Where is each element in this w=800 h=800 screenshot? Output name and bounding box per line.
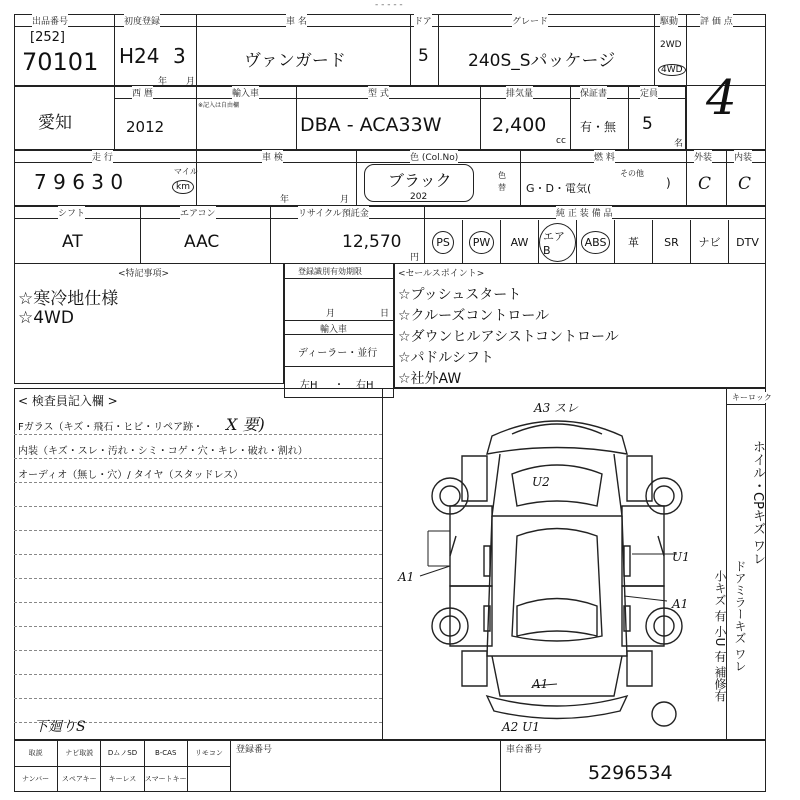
damage-mark-roof: A3 スレ: [534, 401, 579, 415]
mile-unit: マイル: [174, 167, 198, 176]
mileage-label: 走 行: [92, 150, 113, 163]
equipment-item-label: ABS: [581, 231, 611, 254]
person-unit: 名: [674, 139, 684, 149]
inspection-line-3: オーディオ（無し・穴）/ タイヤ（スタッドレス）: [18, 470, 244, 481]
accessory-cell: キーレス: [100, 766, 143, 792]
model-code: DBA - ACA33W: [300, 114, 442, 136]
drive-4wd-circled: 4WD: [658, 64, 686, 76]
yen-unit: 円: [410, 253, 420, 263]
lot-label: 出品番号: [32, 14, 68, 27]
accessory-grid: [14, 740, 230, 792]
equipment-item-label: PW: [469, 231, 495, 254]
cert-value: 有・無: [580, 120, 617, 134]
special-item-1: ☆寒冷地仕様: [18, 289, 119, 309]
accessory-cell: DムノSD: [100, 740, 143, 766]
damage-mark-hood: U2: [532, 475, 550, 489]
capacity-label: 定員: [640, 86, 658, 99]
equipment-label: 純 正 装 備 品: [556, 206, 612, 219]
aircon-value: AAC: [184, 232, 220, 252]
car-name: ヴァンガード: [244, 51, 346, 71]
damage-mark-right-rear: A1: [672, 597, 689, 611]
first-reg-label: 初度登録: [124, 14, 160, 27]
equipment-item-label: AW: [510, 235, 529, 249]
equipment-item: [652, 220, 690, 264]
door-count: 5: [418, 46, 429, 66]
km-unit-circled: km: [172, 180, 194, 194]
exterior-label: 外装: [694, 150, 712, 163]
accessory-cell: 取説: [28, 749, 43, 757]
mileage-digits: [34, 170, 123, 194]
aircon-label: エアコン: [180, 206, 216, 219]
deadline-day: 日: [380, 309, 390, 319]
equipment-item-label: エアB: [539, 223, 576, 262]
import-label: 輸入車: [232, 86, 259, 99]
special-item-2: ☆4WD: [18, 308, 74, 328]
carname-label: 車 名: [286, 14, 307, 27]
keylock-label: キーロック: [732, 393, 772, 402]
import-channel: ディーラー・並行: [298, 348, 378, 359]
inspection-month: 月: [340, 195, 350, 205]
drive-label: 駆動: [660, 14, 678, 27]
reg-number-label: 登録番号: [236, 742, 272, 755]
steering-right: 右H: [356, 380, 374, 391]
score-value: 4: [706, 70, 737, 126]
year-unit: 年: [158, 77, 168, 87]
model-year: 2012: [126, 118, 165, 136]
shift-value: AT: [62, 232, 83, 252]
equipment-item: [728, 220, 766, 264]
reg-month: 3: [173, 44, 186, 68]
fuel-label: 燃 料: [594, 150, 615, 163]
color-label: 色 (Col.No): [410, 150, 458, 163]
exterior-grade: C: [698, 174, 712, 194]
inspection-line-1-mark: X 要): [226, 415, 265, 434]
mileage-digit: 9: [53, 170, 66, 194]
lane-number: [252]: [30, 30, 65, 45]
capacity: 5: [642, 114, 653, 134]
interior-label: 内装: [734, 150, 752, 163]
keylock-wheel-note: ホイル・CPキズ ワレ: [750, 440, 765, 566]
inspector-label: < 検査員記入欄 >: [18, 394, 118, 408]
equipment-item: [614, 220, 652, 264]
accessory-cell: ナンバー: [22, 775, 50, 783]
underbody-note: 下廻りS: [34, 719, 86, 735]
type-label: 型 式: [368, 86, 389, 99]
fuel-other: その他: [620, 169, 644, 178]
month-unit: 月: [186, 77, 196, 87]
equipment-item: [500, 220, 538, 264]
drive-2wd: 2WD: [660, 40, 682, 50]
sales-item-1: ☆プッシュスタート: [398, 287, 522, 303]
displacement-label: 排気量: [506, 86, 533, 99]
fuel-options: G・D・電気(: [526, 182, 592, 195]
sales-item-4: ☆パドルシフト: [398, 350, 494, 366]
equipment-item: [424, 220, 462, 264]
equipment-item: [576, 220, 614, 264]
damage-mark-right-door: U1: [672, 550, 690, 564]
equipment-item-label: PS: [432, 231, 454, 254]
recycle-amount: 12,570: [342, 232, 402, 252]
region: 愛知: [38, 113, 72, 133]
chassis-number: 5296534: [588, 762, 673, 784]
equipment-item-label: ナビ: [698, 236, 721, 249]
color-change-label: 色替: [498, 171, 506, 192]
cert-label: 保証書: [580, 86, 607, 99]
reg-year: H24: [119, 44, 160, 68]
top-partial-text: - - - - -: [375, 0, 403, 10]
keylock-mirror-note: ドアミラーキズ ワレ: [733, 560, 747, 672]
damage-mark-trunk: A1: [532, 677, 549, 691]
grade: 240S_Sパッケージ: [468, 51, 616, 71]
sales-item-5: ☆社外AW: [398, 371, 462, 387]
accessory-cell: リモコン: [187, 740, 230, 766]
inspection-line-1: Fガラス（キズ・飛石・ヒビ・リペア跡・: [18, 422, 204, 433]
mileage-digit: 6: [72, 170, 85, 194]
sales-item-2: ☆クルーズコントロール: [398, 308, 550, 324]
inspection-line-2: 内装（キズ・スレ・汚れ・シミ・コゲ・穴・キレ・破れ・割れ）: [18, 446, 308, 457]
shift-label: シフト: [58, 206, 85, 219]
reg-deadline-label: 登録識別有効期限: [298, 267, 362, 276]
car-damage-diagram: [392, 396, 722, 736]
damage-mark-left-door: A1: [398, 570, 415, 584]
model-year-label: 西 暦: [132, 86, 153, 99]
cc-unit: cc: [556, 136, 566, 146]
door-label: ドア: [414, 14, 432, 27]
displacement: 2,400: [492, 114, 547, 136]
deadline-month: 月: [326, 309, 336, 319]
grade-label: グレード: [512, 14, 548, 27]
equipment-item-label: SR: [664, 235, 679, 249]
mileage-digit: 0: [110, 170, 124, 194]
inspection-label: 車 検: [262, 150, 283, 163]
equipment-item-label: DTV: [736, 235, 759, 249]
sales-points-label: <セールスポイント>: [398, 266, 484, 279]
color-name: ブラック: [388, 171, 452, 190]
score-label: 評 価 点: [700, 14, 733, 27]
fuel-close: ): [666, 176, 671, 190]
inspection-year: 年: [280, 195, 290, 205]
equipment-item: [690, 220, 728, 264]
mileage-digit: 3: [91, 170, 105, 194]
mileage-digit: 7: [34, 170, 47, 194]
import-note: ※記入は自由欄: [198, 102, 240, 109]
accessory-cell: B-CAS: [144, 740, 187, 766]
chassis-label: 車台番号: [506, 742, 542, 755]
steering-dot: ・: [334, 380, 344, 391]
equipment-item: [538, 220, 576, 264]
accessory-cell: スペアキー: [57, 766, 100, 792]
sales-item-3: ☆ダウンヒルアシストコントロール: [398, 329, 619, 345]
accessory-cell: ナビ取説: [57, 740, 100, 766]
color-number: 202: [410, 192, 428, 202]
accessory-cell: スマートキー: [144, 766, 187, 792]
equipment-item-label: 革: [628, 236, 639, 249]
import-channel-label: 輸入車: [320, 322, 347, 335]
damage-mark-rear-bumper: A2 U1: [502, 720, 540, 734]
interior-grade: C: [738, 174, 752, 194]
equipment-item: [462, 220, 500, 264]
keylock-scratch-note: 小キズ 有 小U 有 補修有: [713, 570, 727, 703]
steering-left: 左H: [300, 380, 318, 391]
equipment-list: [424, 220, 766, 264]
lot-number: 70101: [22, 48, 99, 76]
accessory-cell: [187, 766, 230, 792]
special-notes-label: <特記事項>: [118, 266, 169, 279]
recycle-label: リサイクル預託金: [298, 206, 369, 219]
